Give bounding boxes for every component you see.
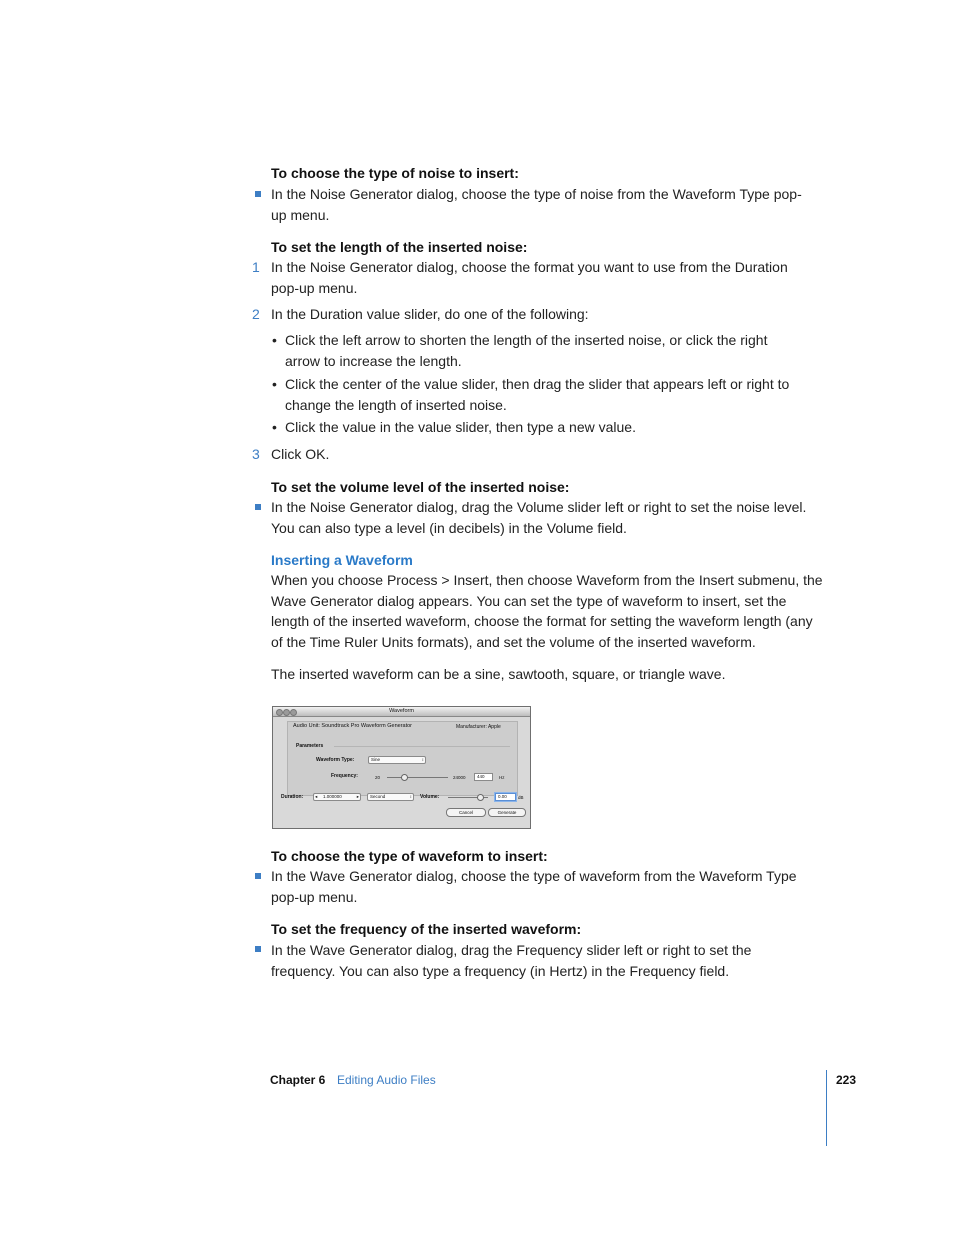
generate-button[interactable]: Generate (488, 808, 526, 817)
frequency-field[interactable]: 440 (474, 773, 493, 781)
chevron-updown-icon: ↕ (409, 794, 412, 799)
step-number: 1 (252, 259, 260, 275)
footer-chapter: Chapter 6 (270, 1073, 326, 1087)
paragraph: Click OK. (271, 446, 330, 462)
right-arrow-icon[interactable]: ▸ (356, 794, 359, 799)
paragraph: In the Noise Generator dialog, choose the type of noise from the Waveform Type pop-up menu. (271, 186, 802, 223)
paragraph: In the Wave Generator dialog, drag the Frequency slider left or right to set the frequency. You can also type a frequency (in Hertz) in the Frequency field. (271, 942, 752, 979)
frequency-slider-knob[interactable] (401, 774, 408, 781)
heading-noise-length: To set the length of the inserted noise: (271, 239, 528, 255)
cancel-button[interactable]: Cancel (446, 808, 486, 817)
section-title: Inserting a Waveform (271, 552, 413, 568)
paragraph: Click the left arrow to shorten the length of the inserted noise, or click the right arrow to increase the length. (285, 332, 768, 369)
duration-unit-popup[interactable] (367, 793, 414, 801)
waveform-dialog (272, 706, 531, 829)
parameters-label: Parameters (296, 743, 324, 749)
audio-unit-label: Audio Unit: Soundtrack Pro Waveform Generator (293, 723, 413, 729)
frequency-slider[interactable] (387, 777, 448, 778)
freq-max-label: 24000 (453, 775, 466, 780)
volume-label: Volume: (420, 794, 440, 800)
frequency-label: Frequency: (331, 773, 358, 779)
paragraph: The inserted waveform can be a sine, sawtooth, square, or triangle wave. (271, 666, 726, 682)
paragraph: In the Noise Generator dialog, drag the Volume slider left or right to set the noise level. You can also type a level (in decibels) in the Volume field. (271, 499, 807, 536)
volume-field[interactable]: 0.00 (495, 793, 516, 801)
left-arrow-icon[interactable]: ◂ (315, 794, 318, 799)
bullet-dot-icon: • (272, 376, 277, 392)
heading-noise-type: To choose the type of noise to insert: (271, 165, 519, 181)
waveform-type-popup[interactable] (368, 756, 426, 764)
paragraph: Click the value in the value slider, then type a new value. (285, 419, 636, 435)
paragraph: In the Duration value slider, do one of the following: (271, 306, 589, 322)
waveform-type-value: Sine (371, 757, 381, 762)
bullet-dot-icon: • (272, 419, 277, 435)
bullet-square-icon (255, 191, 261, 197)
paragraph: When you choose Process > Insert, then choose Waveform from the Insert submenu, the Wave Generator dialog appears. You can set the type of waveform to insert, set the length of the inserted waveform, choose the format for setting the waveform length (any of the Time Ruler Units formats), and set the volume of the inserted waveform. (271, 572, 823, 650)
step-number: 3 (252, 446, 260, 462)
volume-slider-knob[interactable] (477, 794, 484, 801)
bullet-square-icon (255, 873, 261, 879)
footer-chapter-title: Editing Audio Files (337, 1073, 436, 1087)
waveform-type-label: Waveform Type: (316, 757, 355, 763)
duration-value-slider[interactable] (313, 793, 361, 801)
duration-value: 1.000000 (323, 794, 342, 799)
chevron-updown-icon: ↕ (421, 757, 424, 762)
divider (334, 746, 510, 747)
footer-rule (826, 1070, 827, 1146)
duration-unit-value: Second (370, 794, 386, 799)
parameters-group (287, 721, 518, 796)
freq-min-label: 20 (375, 775, 381, 780)
freq-unit-label: Hz (499, 775, 505, 780)
page-number: 223 (836, 1073, 857, 1087)
bullet-square-icon (255, 504, 261, 510)
paragraph: Click the center of the value slider, then drag the slider that appears left or right to change the length of inserted noise. (285, 376, 790, 413)
volume-unit-label: dB (518, 795, 524, 800)
dialog-titlebar (273, 707, 530, 717)
bullet-dot-icon: • (272, 332, 277, 348)
step-number: 2 (252, 306, 260, 322)
heading-noise-volume: To set the volume level of the inserted noise: (271, 479, 570, 495)
paragraph: In the Noise Generator dialog, choose the format you want to use from the Duration pop-up menu. (271, 259, 788, 296)
manufacturer-label: Manufacturer: Apple (456, 724, 501, 730)
heading-waveform-frequency: To set the frequency of the inserted waveform: (271, 921, 582, 937)
bullet-square-icon (255, 946, 261, 952)
paragraph: In the Wave Generator dialog, choose the type of waveform from the Waveform Type pop-up menu. (271, 868, 797, 905)
dialog-title: Waveform (389, 708, 414, 714)
heading-waveform-type: To choose the type of waveform to insert: (271, 848, 548, 864)
duration-label: Duration: (281, 794, 304, 800)
